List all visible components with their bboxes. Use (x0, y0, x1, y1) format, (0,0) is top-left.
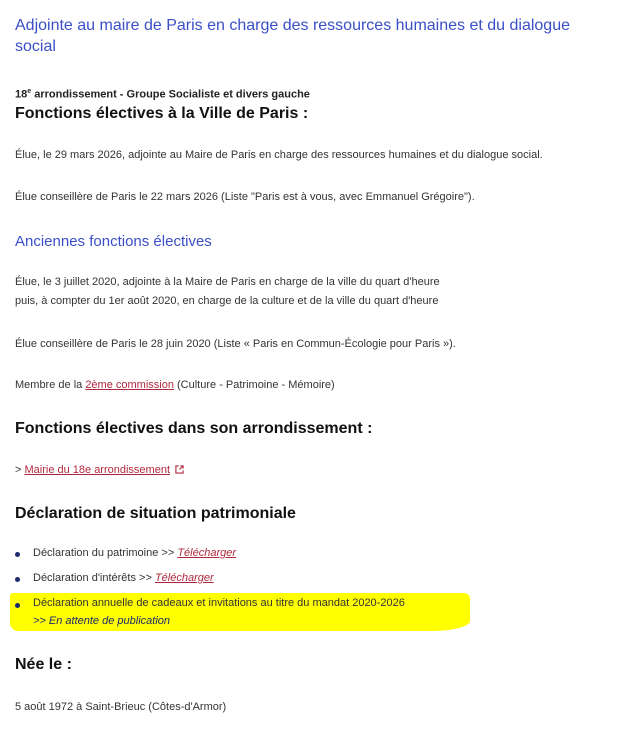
former-function-1-line1: Élue, le 3 juillet 2020, adjointe à la Maire de Paris en charge de la ville du quart d'heure (15, 276, 440, 288)
former-function-1-line2: puis, à compter du 1er août 2020, en charge de la culture et de la ville du quart d'heure (15, 295, 439, 307)
mairie-link[interactable]: Mairie du 18e arrondissement (24, 464, 171, 476)
commission-prefix: Membre de la (15, 379, 86, 391)
mairie-line (15, 461, 184, 480)
group-affiliation (15, 88, 310, 101)
pending-publication-status: >> En attente de publication (33, 615, 170, 627)
arrondissement-suffix: e (27, 88, 32, 95)
current-functions-heading: Fonctions électives à la Ville de Paris : (15, 105, 309, 122)
arrondissement-number: 18 (15, 88, 28, 101)
download-interets-link[interactable]: Télécharger (154, 572, 214, 584)
bullet-icon (15, 552, 20, 557)
birth-heading: Née le : (15, 656, 72, 673)
birth-info: 5 août 1972 à Saint-Brieuc (Côtes-d'Armor) (15, 701, 227, 713)
commission-link[interactable]: 2ème commission (85, 379, 174, 391)
declaration-item-cadeaux: Déclaration annuelle de cadeaux et invitations au titre du mandat 2020-2026 (33, 597, 405, 609)
group-label: arrondissement - Groupe Socialiste et divers gauche (31, 88, 310, 101)
declaration-item-label: Déclaration d'intérêts >> (33, 572, 155, 584)
current-function-1: Élue, le 29 mars 2026, adjointe au Maire de Paris en charge des ressources humaines et du dialogue social. (15, 149, 543, 161)
download-patrimoine-link[interactable]: Télécharger (177, 547, 237, 559)
declaration-heading: Déclaration de situation patrimoniale (15, 505, 296, 522)
mairie-prefix: > (15, 464, 25, 476)
declaration-item-interets (33, 572, 214, 584)
former-function-2: Élue conseillère de Paris le 28 juin 2020 (Liste « Paris en Commun-Écologie pour Paris »). (15, 338, 456, 350)
current-function-2: Élue conseillère de Paris le 22 mars 2026 (Liste "Paris est à vous, avec Emmanuel Grégoire"). (15, 191, 475, 203)
commission-suffix: (Culture - Patrimoine - Mémoire) (173, 379, 335, 391)
external-link-icon (175, 465, 184, 474)
declaration-item-patrimoine (33, 547, 236, 559)
page-title: Adjointe au maire de Paris en charge des ressources humaines et du dialogue social (15, 17, 570, 55)
commission-membership (15, 376, 335, 395)
former-functions-heading: Anciennes fonctions électives (15, 233, 212, 250)
arrondissement-heading: Fonctions électives dans son arrondissement : (15, 420, 373, 437)
bullet-icon (15, 577, 20, 582)
declaration-item-label: Déclaration du patrimoine >> (33, 547, 178, 559)
bullet-icon (15, 603, 20, 608)
